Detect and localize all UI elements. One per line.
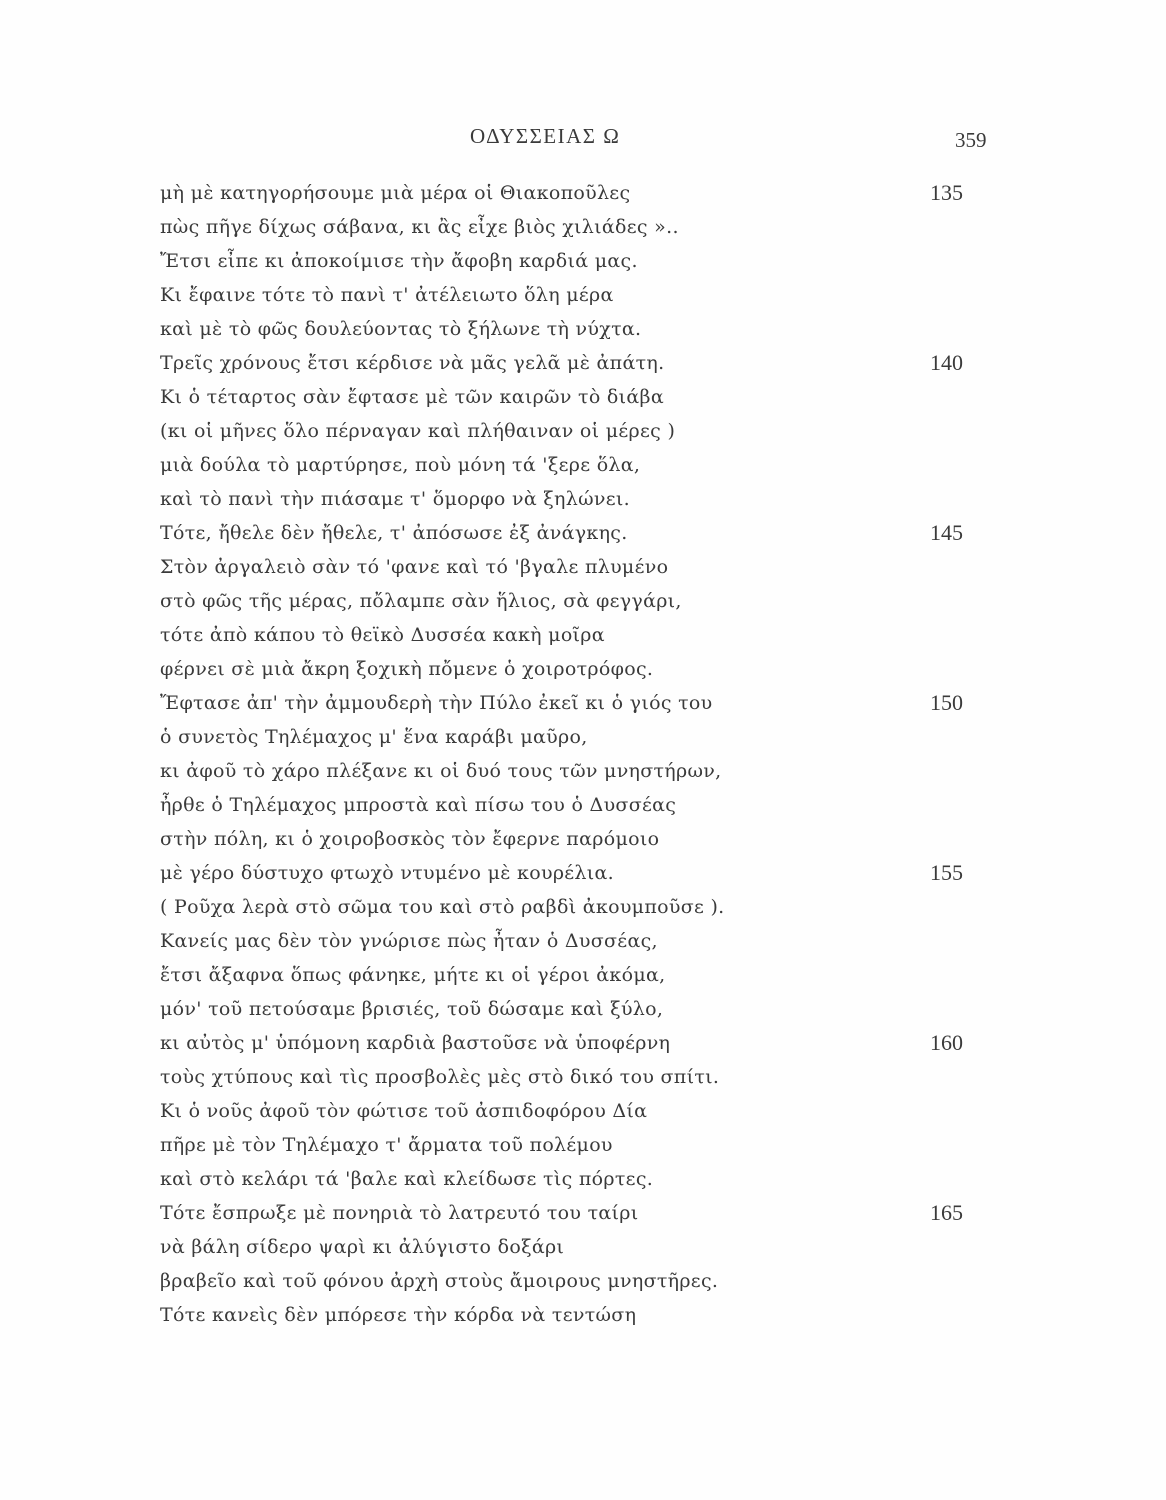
verse-line [160,516,1010,550]
verse-text: μὲ γέρο δύστυχο φτωχὸ ντυμένο μὲ κουρέλια. [160,862,614,884]
verse-line [160,1026,1010,1060]
verse-text: στὴν πόλη, κι ὁ χοιροβοσκὸς τὸν ἔφερνε παρόμοιο [160,828,660,850]
running-head [0,124,1166,154]
verse-text: Τρεῖς χρόνους ἔτσι κέρδισε νὰ μᾶς γελᾶ μὲ ἀπάτη. [160,352,665,374]
verse-text: κι αὐτὸς μ' ὑπόμονη καρδιὰ βαστοῦσε νὰ ὑποφέρνη [160,1032,671,1054]
verse-line [160,1128,1010,1162]
verse-line [160,754,1010,788]
verse-text: φέρνει σὲ μιὰ ἄκρη ξοχικὴ πὄμενε ὁ χοιροτρόφος. [160,658,654,680]
verse-text: Κι ὁ νοῦς ἀφοῦ τὸν φώτισε τοῦ ἀσπιδοφόρου Δία [160,1100,648,1122]
verse-text: στὸ φῶς τῆς μέρας, πὄλαμπε σὰν ἥλιος, σὰ φεγγάρι, [160,590,682,612]
verse-line [160,244,1010,278]
verse-text: βραβεῖο καὶ τοῦ φόνου ἀρχὴ στοὺς ἄμοιρους μνηστῆρες. [160,1270,719,1292]
verse-text: Στὸν ἀργαλειὸ σὰν τό 'φανε καὶ τό 'βγαλε πλυμένο [160,556,669,578]
line-number: 150 [930,690,963,715]
verse-text: (κι οἱ μῆνες ὅλο πέρναγαν καὶ πλήθαιναν οἱ μέρες ) [160,420,676,442]
verse-line [160,1094,1010,1128]
line-number: 165 [930,1200,963,1225]
verse-text: Τότε, ἤθελε δὲν ἤθελε, τ' ἀπόσωσε ἐξ ἀνάγκης. [160,522,628,544]
running-title: ΟΔΥΣΣΕΙΑΣ Ω [470,124,621,148]
verse-text: μιὰ δούλα τὸ μαρτύρησε, ποὺ μόνη τά 'ξερε ὅλα, [160,454,641,476]
verse-line [160,550,1010,584]
verse-text: ἦρθε ὁ Τηλέμαχος μπροστὰ καὶ πίσω του ὁ Δυσσέας [160,794,677,816]
verse-text: Κι ἔφαινε τότε τὸ πανὶ τ' ἀτέλειωτο ὅλη μέρα [160,284,614,306]
verse-line [160,1264,1010,1298]
verse-text: ( Ροῦχα λερὰ στὸ σῶμα του καὶ στὸ ραβδὶ ἀκουμποῦσε ). [160,896,725,918]
verse-text: Κι ὁ τέταρτος σὰν ἔφτασε μὲ τῶν καιρῶν τὸ διάβα [160,386,664,408]
verse-line [160,414,1010,448]
verse-line [160,652,1010,686]
verse-line [160,1298,1010,1332]
verse-line [160,176,1010,210]
page-number: 359 [955,128,987,152]
verse-text: τότε ἀπὸ κάπου τὸ θεϊκὸ Δυσσέα κακὴ μοῖρα [160,624,605,646]
verse-text: πῆρε μὲ τὸν Τηλέμαχο τ' ἄρματα τοῦ πολέμου [160,1134,613,1156]
verse-line [160,992,1010,1026]
line-number: 145 [930,520,963,545]
verse-text: μὴ μὲ κατηγορήσουμε μιὰ μέρα οἱ Θιακοποῦλες [160,182,631,204]
verse-text: κι ἀφοῦ τὸ χάρο πλέξανε κι οἱ δυό τους τῶν μνηστήρων, [160,760,722,782]
line-number: 135 [930,180,963,205]
verse-line [160,788,1010,822]
verse-text: καὶ τὸ πανὶ τὴν πιάσαμε τ' ὅμορφο νὰ ξηλώνει. [160,488,630,510]
verse-line [160,312,1010,346]
line-number: 155 [930,860,963,885]
verse-line [160,1060,1010,1094]
verse-text: μόν' τοῦ πετούσαμε βρισιές, τοῦ δώσαμε καὶ ξύλο, [160,998,664,1020]
verse-list [160,176,1010,1332]
verse-line [160,448,1010,482]
verse-text: ὁ συνετὸς Τηλέμαχος μ' ἕνα καράβι μαῦρο, [160,726,588,748]
verse-line [160,856,1010,890]
verse-line [160,278,1010,312]
verse-line [160,1162,1010,1196]
verse-line [160,1230,1010,1264]
verse-text: καὶ στὸ κελάρι τά 'βαλε καὶ κλείδωσε τὶς πόρτες. [160,1168,654,1190]
verse-text: Τότε ἔσπρωξε μὲ πονηριὰ τὸ λατρευτό του ταίρι [160,1202,639,1224]
verse-line [160,924,1010,958]
verse-line [160,1196,1010,1230]
line-number: 160 [930,1030,963,1055]
verse-line [160,822,1010,856]
verse-text: Ἔφτασε ἀπ' τὴν ἀμμουδερὴ τὴν Πύλο ἐκεῖ κι ὁ γιός του [160,692,713,714]
verse-line [160,720,1010,754]
verse-text: Τότε κανεὶς δὲν μπόρεσε τὴν κόρδα νὰ τεντώση [160,1304,637,1326]
verse-line [160,686,1010,720]
verse-text: τοὺς χτύπους καὶ τὶς προσβολὲς μὲς στὸ δικό του σπίτι. [160,1066,720,1088]
verse-line [160,380,1010,414]
verse-text: καὶ μὲ τὸ φῶς δουλεύοντας τὸ ξήλωνε τὴ νύχτα. [160,318,642,340]
verse-line [160,482,1010,516]
verse-line [160,346,1010,380]
verse-text: Κανείς μας δὲν τὸν γνώρισε πὼς ἦταν ὁ Δυσσέας, [160,930,658,952]
verse-text: νὰ βάλη σίδερο ψαρὶ κι ἀλύγιστο δοξάρι [160,1236,565,1258]
verse-text: πὼς πῆγε δίχως σάβανα, κι ἂς εἶχε βιὸς χιλιάδες ».. [160,216,679,238]
verse-line [160,210,1010,244]
verse-line [160,958,1010,992]
verse-text: ἔτσι ἄξαφνα ὅπως φάνηκε, μήτε κι οἱ γέροι ἀκόμα, [160,964,666,986]
line-number: 140 [930,350,963,375]
verse-line [160,890,1010,924]
verse-text: Ἔτσι εἶπε κι ἀποκοίμισε τὴν ἄφοβη καρδιά μας. [160,250,638,272]
verse-line [160,618,1010,652]
verse-line [160,584,1010,618]
